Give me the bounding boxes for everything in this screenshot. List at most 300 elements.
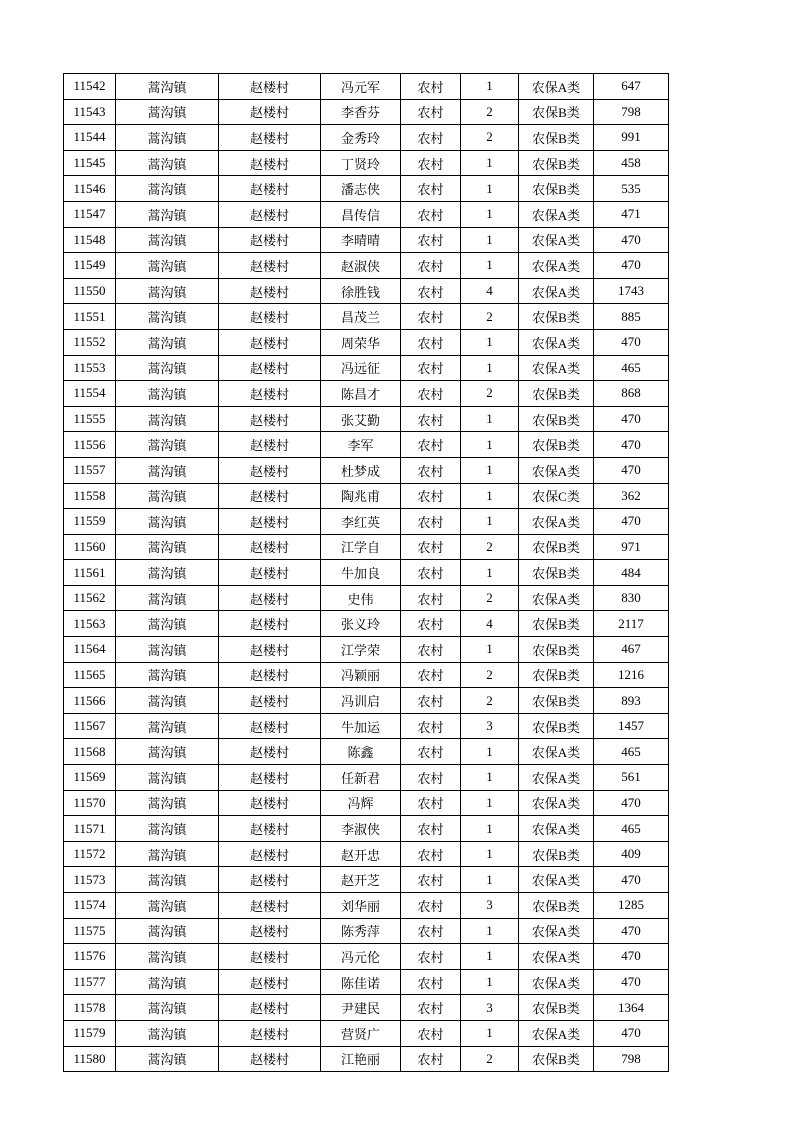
- cell-person-count: 4: [461, 611, 519, 637]
- cell-person-name: 徐胜钱: [321, 278, 401, 304]
- table-row: [64, 739, 669, 765]
- cell-record-id: 11568: [64, 739, 116, 765]
- cell-record-id: 11547: [64, 201, 116, 227]
- cell-person-count: 1: [461, 765, 519, 791]
- cell-person-count: 1: [461, 227, 519, 253]
- cell-town: 蒿沟镇: [116, 150, 219, 176]
- cell-town: 蒿沟镇: [116, 560, 219, 586]
- cell-person-count: 1: [461, 790, 519, 816]
- cell-town: 蒿沟镇: [116, 483, 219, 509]
- cell-amount: 470: [594, 432, 669, 458]
- cell-town: 蒿沟镇: [116, 125, 219, 151]
- table-row: [64, 969, 669, 995]
- cell-record-id: 11575: [64, 918, 116, 944]
- cell-amount: 798: [594, 99, 669, 125]
- cell-person-count: 1: [461, 355, 519, 381]
- cell-insurance-category: 农保A类: [519, 969, 594, 995]
- cell-record-id: 11557: [64, 457, 116, 483]
- cell-residence-type: 农村: [401, 713, 461, 739]
- cell-amount: 561: [594, 765, 669, 791]
- cell-residence-type: 农村: [401, 560, 461, 586]
- table-row: [64, 816, 669, 842]
- table-row: [64, 765, 669, 791]
- cell-residence-type: 农村: [401, 355, 461, 381]
- cell-record-id: 11580: [64, 1046, 116, 1072]
- cell-amount: 465: [594, 355, 669, 381]
- cell-village: 赵楼村: [219, 560, 321, 586]
- cell-insurance-category: 农保A类: [519, 253, 594, 279]
- cell-insurance-category: 农保B类: [519, 713, 594, 739]
- cell-town: 蒿沟镇: [116, 1020, 219, 1046]
- cell-person-name: 江艳丽: [321, 1046, 401, 1072]
- cell-town: 蒿沟镇: [116, 509, 219, 535]
- cell-person-count: 1: [461, 74, 519, 100]
- cell-person-count: 1: [461, 201, 519, 227]
- cell-town: 蒿沟镇: [116, 227, 219, 253]
- table-row: [64, 304, 669, 330]
- cell-person-name: 史伟: [321, 585, 401, 611]
- cell-village: 赵楼村: [219, 278, 321, 304]
- cell-village: 赵楼村: [219, 969, 321, 995]
- cell-residence-type: 农村: [401, 790, 461, 816]
- cell-village: 赵楼村: [219, 841, 321, 867]
- cell-insurance-category: 农保B类: [519, 662, 594, 688]
- cell-person-name: 金秀玲: [321, 125, 401, 151]
- table-row: [64, 918, 669, 944]
- cell-person-count: 2: [461, 381, 519, 407]
- cell-person-count: 2: [461, 662, 519, 688]
- cell-residence-type: 农村: [401, 509, 461, 535]
- cell-insurance-category: 农保B类: [519, 560, 594, 586]
- cell-amount: 409: [594, 841, 669, 867]
- cell-insurance-category: 农保A类: [519, 739, 594, 765]
- cell-residence-type: 农村: [401, 611, 461, 637]
- cell-residence-type: 农村: [401, 995, 461, 1021]
- cell-record-id: 11569: [64, 765, 116, 791]
- cell-amount: 868: [594, 381, 669, 407]
- cell-residence-type: 农村: [401, 483, 461, 509]
- cell-person-name: 陈佳诺: [321, 969, 401, 995]
- table-row: [64, 841, 669, 867]
- cell-person-name: 江学自: [321, 534, 401, 560]
- cell-amount: 470: [594, 227, 669, 253]
- cell-residence-type: 农村: [401, 1020, 461, 1046]
- cell-record-id: 11549: [64, 253, 116, 279]
- table-sheet: [63, 73, 669, 1072]
- cell-person-name: 冯辉: [321, 790, 401, 816]
- table-row: [64, 867, 669, 893]
- cell-record-id: 11553: [64, 355, 116, 381]
- cell-record-id: 11544: [64, 125, 116, 151]
- cell-person-name: 李红英: [321, 509, 401, 535]
- cell-amount: 470: [594, 918, 669, 944]
- table-row: [64, 150, 669, 176]
- cell-insurance-category: 农保B类: [519, 637, 594, 663]
- cell-person-name: 牛加运: [321, 713, 401, 739]
- cell-residence-type: 农村: [401, 381, 461, 407]
- cell-residence-type: 农村: [401, 176, 461, 202]
- cell-insurance-category: 农保B类: [519, 381, 594, 407]
- cell-person-name: 潘志侠: [321, 176, 401, 202]
- cell-village: 赵楼村: [219, 99, 321, 125]
- table-row: [64, 688, 669, 714]
- cell-person-count: 1: [461, 560, 519, 586]
- cell-village: 赵楼村: [219, 765, 321, 791]
- cell-record-id: 11556: [64, 432, 116, 458]
- cell-person-count: 4: [461, 278, 519, 304]
- cell-residence-type: 农村: [401, 918, 461, 944]
- table-row: [64, 509, 669, 535]
- cell-person-count: 3: [461, 995, 519, 1021]
- cell-amount: 471: [594, 201, 669, 227]
- cell-amount: 971: [594, 534, 669, 560]
- cell-village: 赵楼村: [219, 201, 321, 227]
- cell-village: 赵楼村: [219, 739, 321, 765]
- cell-person-name: 周荣华: [321, 329, 401, 355]
- cell-village: 赵楼村: [219, 253, 321, 279]
- cell-person-name: 张艾勤: [321, 406, 401, 432]
- cell-village: 赵楼村: [219, 1020, 321, 1046]
- cell-amount: 470: [594, 253, 669, 279]
- cell-insurance-category: 农保A类: [519, 765, 594, 791]
- cell-person-count: 1: [461, 457, 519, 483]
- table-row: [64, 713, 669, 739]
- cell-amount: 1457: [594, 713, 669, 739]
- cell-record-id: 11555: [64, 406, 116, 432]
- cell-insurance-category: 农保A类: [519, 355, 594, 381]
- cell-residence-type: 农村: [401, 432, 461, 458]
- cell-insurance-category: 农保B类: [519, 406, 594, 432]
- cell-person-count: 1: [461, 253, 519, 279]
- cell-town: 蒿沟镇: [116, 662, 219, 688]
- cell-insurance-category: 农保C类: [519, 483, 594, 509]
- cell-person-name: 李军: [321, 432, 401, 458]
- cell-residence-type: 农村: [401, 739, 461, 765]
- cell-record-id: 11579: [64, 1020, 116, 1046]
- cell-person-count: 1: [461, 329, 519, 355]
- cell-village: 赵楼村: [219, 227, 321, 253]
- cell-person-count: 1: [461, 969, 519, 995]
- cell-town: 蒿沟镇: [116, 355, 219, 381]
- cell-person-name: 冯远征: [321, 355, 401, 381]
- cell-record-id: 11576: [64, 944, 116, 970]
- cell-village: 赵楼村: [219, 534, 321, 560]
- cell-residence-type: 农村: [401, 867, 461, 893]
- cell-person-count: 1: [461, 867, 519, 893]
- table-row: [64, 637, 669, 663]
- table-body: [64, 74, 669, 1072]
- cell-record-id: 11543: [64, 99, 116, 125]
- cell-residence-type: 农村: [401, 969, 461, 995]
- cell-insurance-category: 农保A类: [519, 944, 594, 970]
- cell-town: 蒿沟镇: [116, 1046, 219, 1072]
- cell-residence-type: 农村: [401, 99, 461, 125]
- cell-insurance-category: 农保A类: [519, 1020, 594, 1046]
- cell-town: 蒿沟镇: [116, 969, 219, 995]
- table-row: [64, 585, 669, 611]
- cell-person-count: 1: [461, 176, 519, 202]
- cell-town: 蒿沟镇: [116, 893, 219, 919]
- cell-village: 赵楼村: [219, 688, 321, 714]
- cell-town: 蒿沟镇: [116, 432, 219, 458]
- cell-village: 赵楼村: [219, 790, 321, 816]
- table-row: [64, 176, 669, 202]
- cell-village: 赵楼村: [219, 713, 321, 739]
- cell-amount: 458: [594, 150, 669, 176]
- cell-residence-type: 农村: [401, 329, 461, 355]
- cell-residence-type: 农村: [401, 1046, 461, 1072]
- cell-record-id: 11565: [64, 662, 116, 688]
- cell-town: 蒿沟镇: [116, 713, 219, 739]
- cell-person-count: 1: [461, 406, 519, 432]
- cell-village: 赵楼村: [219, 637, 321, 663]
- cell-town: 蒿沟镇: [116, 278, 219, 304]
- cell-amount: 362: [594, 483, 669, 509]
- cell-amount: 470: [594, 969, 669, 995]
- cell-town: 蒿沟镇: [116, 765, 219, 791]
- cell-town: 蒿沟镇: [116, 841, 219, 867]
- cell-record-id: 11578: [64, 995, 116, 1021]
- cell-village: 赵楼村: [219, 355, 321, 381]
- cell-insurance-category: 农保A类: [519, 509, 594, 535]
- cell-residence-type: 农村: [401, 253, 461, 279]
- benefits-table: [63, 73, 669, 1072]
- cell-person-count: 2: [461, 585, 519, 611]
- cell-person-count: 1: [461, 918, 519, 944]
- cell-record-id: 11571: [64, 816, 116, 842]
- cell-person-name: 杜梦成: [321, 457, 401, 483]
- table-row: [64, 99, 669, 125]
- cell-person-count: 1: [461, 739, 519, 765]
- cell-village: 赵楼村: [219, 585, 321, 611]
- table-row: [64, 381, 669, 407]
- cell-village: 赵楼村: [219, 381, 321, 407]
- cell-residence-type: 农村: [401, 74, 461, 100]
- cell-record-id: 11563: [64, 611, 116, 637]
- cell-record-id: 11567: [64, 713, 116, 739]
- table-row: [64, 1046, 669, 1072]
- cell-person-count: 1: [461, 483, 519, 509]
- cell-record-id: 11577: [64, 969, 116, 995]
- cell-record-id: 11566: [64, 688, 116, 714]
- cell-insurance-category: 农保B类: [519, 176, 594, 202]
- cell-residence-type: 农村: [401, 457, 461, 483]
- cell-insurance-category: 农保A类: [519, 457, 594, 483]
- cell-amount: 470: [594, 509, 669, 535]
- cell-record-id: 11548: [64, 227, 116, 253]
- cell-residence-type: 农村: [401, 816, 461, 842]
- cell-village: 赵楼村: [219, 944, 321, 970]
- table-row: [64, 355, 669, 381]
- cell-amount: 484: [594, 560, 669, 586]
- cell-person-name: 赵开忠: [321, 841, 401, 867]
- table-row: [64, 457, 669, 483]
- cell-town: 蒿沟镇: [116, 995, 219, 1021]
- cell-village: 赵楼村: [219, 1046, 321, 1072]
- cell-town: 蒿沟镇: [116, 304, 219, 330]
- cell-town: 蒿沟镇: [116, 790, 219, 816]
- cell-amount: 470: [594, 329, 669, 355]
- cell-residence-type: 农村: [401, 765, 461, 791]
- cell-residence-type: 农村: [401, 406, 461, 432]
- table-row: [64, 406, 669, 432]
- cell-insurance-category: 农保B类: [519, 995, 594, 1021]
- cell-amount: 470: [594, 867, 669, 893]
- cell-record-id: 11572: [64, 841, 116, 867]
- cell-amount: 470: [594, 457, 669, 483]
- cell-insurance-category: 农保A类: [519, 278, 594, 304]
- cell-insurance-category: 农保A类: [519, 201, 594, 227]
- cell-insurance-category: 农保B类: [519, 304, 594, 330]
- cell-insurance-category: 农保B类: [519, 534, 594, 560]
- cell-record-id: 11561: [64, 560, 116, 586]
- table-row: [64, 944, 669, 970]
- cell-insurance-category: 农保B类: [519, 150, 594, 176]
- cell-person-name: 陈鑫: [321, 739, 401, 765]
- table-row: [64, 893, 669, 919]
- cell-record-id: 11559: [64, 509, 116, 535]
- table-row: [64, 74, 669, 100]
- table-row: [64, 227, 669, 253]
- cell-insurance-category: 农保B类: [519, 841, 594, 867]
- cell-record-id: 11552: [64, 329, 116, 355]
- cell-person-name: 任新君: [321, 765, 401, 791]
- cell-town: 蒿沟镇: [116, 637, 219, 663]
- cell-town: 蒿沟镇: [116, 585, 219, 611]
- cell-amount: 1743: [594, 278, 669, 304]
- cell-person-count: 2: [461, 534, 519, 560]
- cell-town: 蒿沟镇: [116, 918, 219, 944]
- cell-insurance-category: 农保B类: [519, 432, 594, 458]
- cell-amount: 885: [594, 304, 669, 330]
- cell-record-id: 11550: [64, 278, 116, 304]
- cell-town: 蒿沟镇: [116, 739, 219, 765]
- table-row: [64, 125, 669, 151]
- cell-amount: 830: [594, 585, 669, 611]
- cell-village: 赵楼村: [219, 867, 321, 893]
- cell-amount: 470: [594, 790, 669, 816]
- cell-village: 赵楼村: [219, 304, 321, 330]
- cell-amount: 470: [594, 1020, 669, 1046]
- cell-insurance-category: 农保B类: [519, 688, 594, 714]
- cell-insurance-category: 农保A类: [519, 74, 594, 100]
- cell-town: 蒿沟镇: [116, 688, 219, 714]
- cell-amount: 798: [594, 1046, 669, 1072]
- cell-residence-type: 农村: [401, 534, 461, 560]
- cell-insurance-category: 农保A类: [519, 918, 594, 944]
- cell-village: 赵楼村: [219, 483, 321, 509]
- cell-person-count: 2: [461, 99, 519, 125]
- cell-person-name: 江学荣: [321, 637, 401, 663]
- cell-amount: 893: [594, 688, 669, 714]
- cell-village: 赵楼村: [219, 406, 321, 432]
- cell-insurance-category: 农保A类: [519, 790, 594, 816]
- cell-town: 蒿沟镇: [116, 381, 219, 407]
- cell-amount: 470: [594, 944, 669, 970]
- cell-town: 蒿沟镇: [116, 867, 219, 893]
- cell-town: 蒿沟镇: [116, 534, 219, 560]
- cell-amount: 465: [594, 739, 669, 765]
- cell-person-name: 李香芬: [321, 99, 401, 125]
- cell-insurance-category: 农保A类: [519, 585, 594, 611]
- cell-residence-type: 农村: [401, 201, 461, 227]
- cell-record-id: 11546: [64, 176, 116, 202]
- cell-person-count: 1: [461, 432, 519, 458]
- cell-person-count: 2: [461, 304, 519, 330]
- cell-insurance-category: 农保B类: [519, 99, 594, 125]
- cell-amount: 2117: [594, 611, 669, 637]
- cell-person-count: 1: [461, 944, 519, 970]
- cell-person-count: 3: [461, 713, 519, 739]
- cell-village: 赵楼村: [219, 995, 321, 1021]
- cell-person-name: 冯颖丽: [321, 662, 401, 688]
- cell-insurance-category: 农保A类: [519, 227, 594, 253]
- cell-person-count: 2: [461, 1046, 519, 1072]
- cell-village: 赵楼村: [219, 457, 321, 483]
- cell-village: 赵楼村: [219, 74, 321, 100]
- cell-village: 赵楼村: [219, 329, 321, 355]
- cell-village: 赵楼村: [219, 432, 321, 458]
- cell-person-name: 刘华丽: [321, 893, 401, 919]
- cell-amount: 467: [594, 637, 669, 663]
- cell-person-name: 营贤广: [321, 1020, 401, 1046]
- table-row: [64, 278, 669, 304]
- cell-person-count: 1: [461, 816, 519, 842]
- table-row: [64, 611, 669, 637]
- cell-town: 蒿沟镇: [116, 329, 219, 355]
- cell-town: 蒿沟镇: [116, 253, 219, 279]
- table-row: [64, 662, 669, 688]
- table-row: [64, 790, 669, 816]
- cell-town: 蒿沟镇: [116, 944, 219, 970]
- cell-residence-type: 农村: [401, 637, 461, 663]
- table-row: [64, 253, 669, 279]
- table-row: [64, 1020, 669, 1046]
- cell-person-name: 冯训启: [321, 688, 401, 714]
- cell-insurance-category: 农保A类: [519, 329, 594, 355]
- cell-person-name: 赵开芝: [321, 867, 401, 893]
- cell-insurance-category: 农保A类: [519, 816, 594, 842]
- cell-town: 蒿沟镇: [116, 176, 219, 202]
- table-row: [64, 534, 669, 560]
- cell-person-name: 尹建民: [321, 995, 401, 1021]
- cell-amount: 991: [594, 125, 669, 151]
- cell-person-name: 张义玲: [321, 611, 401, 637]
- cell-amount: 647: [594, 74, 669, 100]
- cell-village: 赵楼村: [219, 662, 321, 688]
- cell-record-id: 11554: [64, 381, 116, 407]
- cell-town: 蒿沟镇: [116, 99, 219, 125]
- table-row: [64, 201, 669, 227]
- cell-residence-type: 农村: [401, 688, 461, 714]
- cell-person-count: 1: [461, 150, 519, 176]
- cell-village: 赵楼村: [219, 893, 321, 919]
- cell-record-id: 11574: [64, 893, 116, 919]
- cell-person-name: 赵淑侠: [321, 253, 401, 279]
- cell-residence-type: 农村: [401, 944, 461, 970]
- cell-person-name: 昌传信: [321, 201, 401, 227]
- cell-record-id: 11551: [64, 304, 116, 330]
- cell-residence-type: 农村: [401, 585, 461, 611]
- cell-residence-type: 农村: [401, 841, 461, 867]
- cell-amount: 470: [594, 406, 669, 432]
- cell-residence-type: 农村: [401, 278, 461, 304]
- table-row: [64, 483, 669, 509]
- cell-record-id: 11570: [64, 790, 116, 816]
- cell-person-name: 丁贤玲: [321, 150, 401, 176]
- cell-village: 赵楼村: [219, 509, 321, 535]
- cell-village: 赵楼村: [219, 150, 321, 176]
